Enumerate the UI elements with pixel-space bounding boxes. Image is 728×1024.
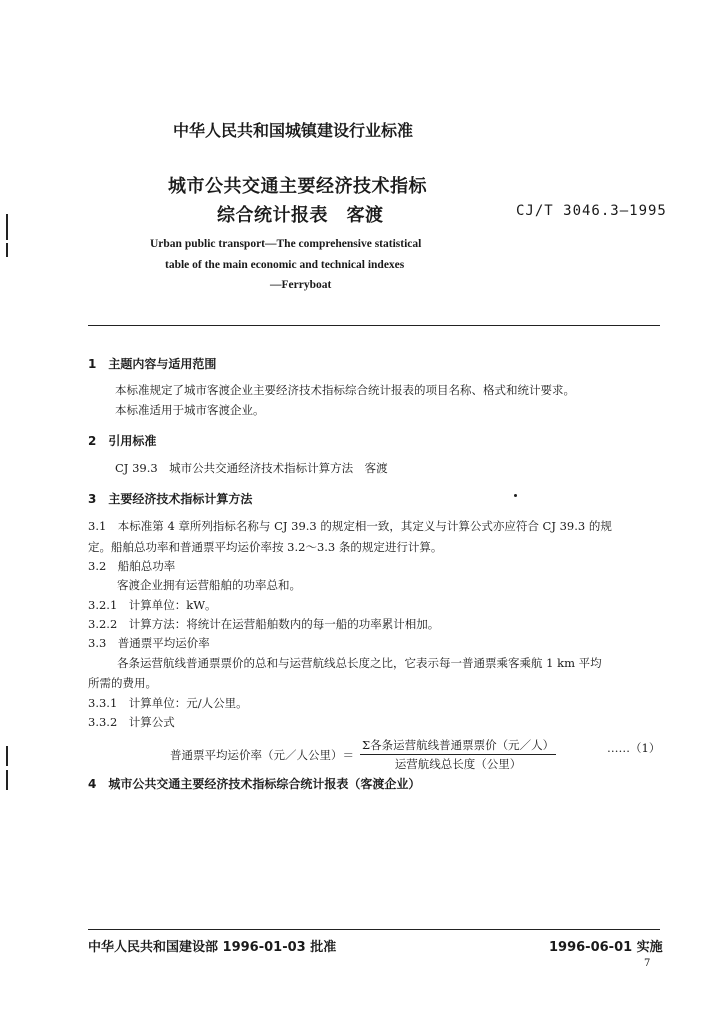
section-3-3-heading: 3.3 普通票平均运价率 (88, 636, 210, 650)
scan-mark (6, 770, 8, 790)
scan-mark (6, 243, 8, 257)
title-line-2: 综合统计报表 客渡 (217, 205, 384, 226)
section-3-2-heading: 3.2 船舶总功率 (88, 559, 176, 573)
section-4-heading: 4 城市公共交通主要经济技术指标综合统计报表（客渡企业） (88, 777, 421, 791)
effective-date: 1996-06-01 实施 (549, 940, 663, 955)
section-3-heading: 3 主要经济技术指标计算方法 (88, 492, 253, 506)
english-title-line-1: Urban public transport—The comprehensive statistical (150, 238, 422, 250)
section-3-2-1: 3.2.1 计算单位：kW。 (88, 598, 217, 612)
section-3-3-2: 3.3.2 计算公式 (88, 715, 175, 729)
scan-dot (514, 494, 517, 497)
formula-numerator: Σ各条运营航线普通票票价（元／人） (360, 737, 556, 755)
formula-denominator: 运营航线总长度（公里） (394, 757, 522, 771)
scan-mark (6, 214, 8, 240)
formula (170, 737, 556, 772)
section-2-reference: CJ 39.3 城市公共交通经济技术指标计算方法 客渡 (115, 461, 388, 475)
section-1-paragraph-1: 本标准规定了城市客渡企业主要经济技术指标综合统计报表的项目名称、格式和统计要求。 (115, 383, 575, 397)
english-title-line-2: table of the main economic and technical indexes (165, 259, 405, 271)
approval-date: 中华人民共和国建设部 1996-01-03 批准 (88, 940, 337, 955)
section-3-1-line-2: 定。船舶总功率和普通票平均运价率按 3.2～3.3 条的规定进行计算。 (88, 540, 443, 554)
section-3-3-definition-line-1: 各条运营航线普通票票价的总和与运营航线总长度之比，它表示每一普通票乘客乘航 1 km 平均 (117, 656, 602, 670)
header-divider (88, 325, 660, 326)
formula-fraction (360, 737, 556, 772)
section-3-2-definition: 客渡企业拥有运营船舶的功率总和。 (117, 578, 301, 592)
section-3-3-definition-line-2: 所需的费用。 (88, 676, 157, 690)
section-1-heading: 1 主题内容与适用范围 (88, 357, 217, 371)
formula-number: ……（1） (607, 741, 661, 755)
page-number: 7 (644, 958, 651, 969)
english-title-line-3: —Ferryboat (270, 279, 332, 291)
scan-mark (6, 746, 8, 766)
footer-divider (88, 929, 660, 930)
title-line-1: 城市公共交通主要经济技术指标 (168, 176, 427, 197)
formula-lhs: 普通票平均运价率（元／人公里）＝ (170, 747, 354, 762)
section-3-2-2: 3.2.2 计算方法：将统计在运营船舶数内的每一船的功率累计相加。 (88, 617, 440, 631)
section-1-paragraph-2: 本标准适用于城市客渡企业。 (115, 403, 265, 417)
section-3-3-1: 3.3.1 计算单位：元/人公里。 (88, 696, 248, 710)
section-2-heading: 2 引用标准 (88, 434, 157, 448)
org-line: 中华人民共和国城镇建设行业标准 (173, 121, 414, 140)
standard-code: CJ/T 3046.3—1995 (516, 203, 667, 219)
section-3-1-line-1: 3.1 本标准第 4 章所列指标名称与 CJ 39.3 的规定相一致，其定义与计算公式亦应符合 CJ 39.3 的规 (88, 519, 612, 533)
